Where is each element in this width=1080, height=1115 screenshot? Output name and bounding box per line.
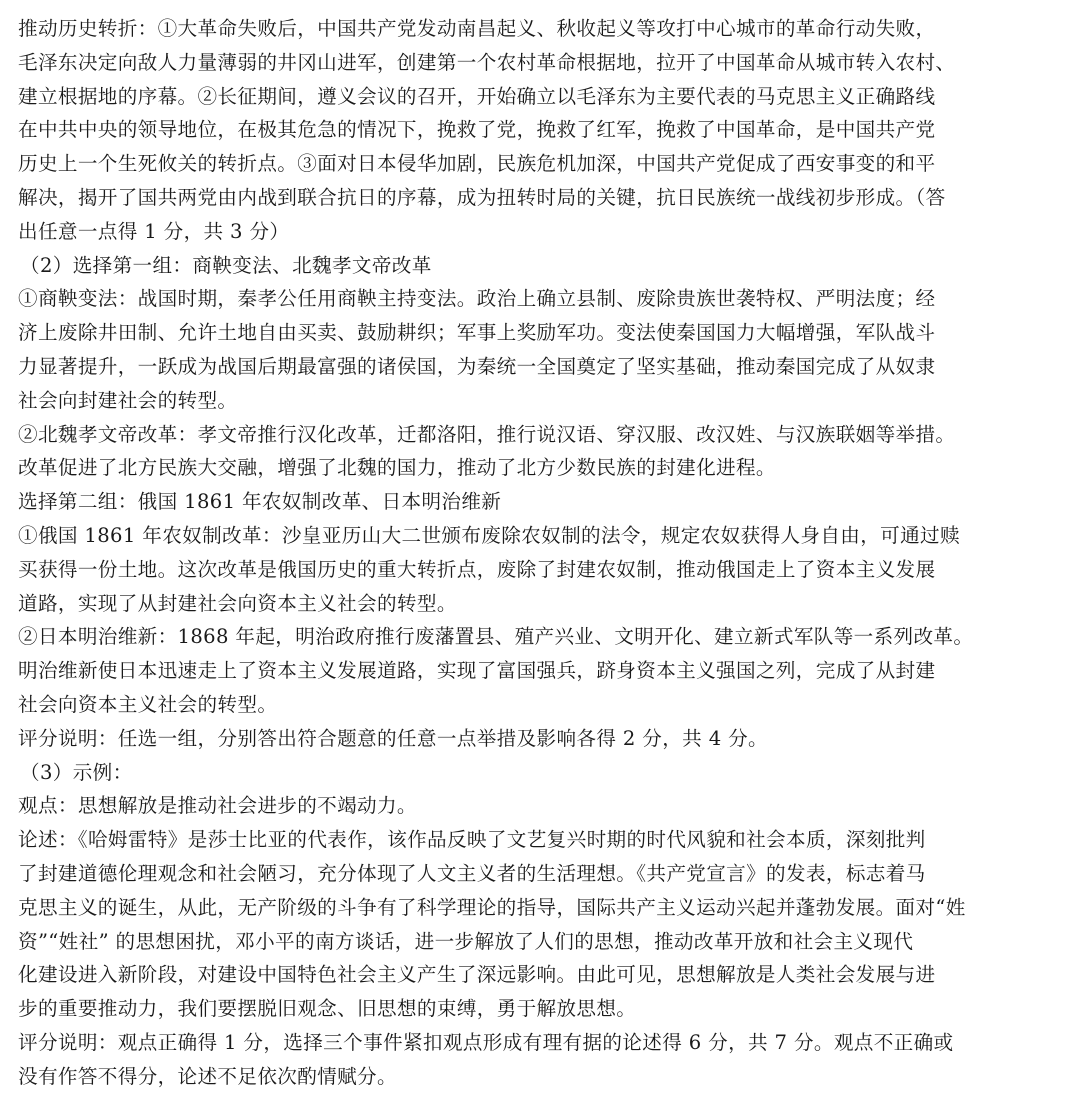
text-line: 道路，实现了从封建社会向资本主义社会的转型。 bbox=[18, 591, 457, 615]
viewpoint-line: 观点：思想解放是推动社会进步的不竭动力。 bbox=[18, 794, 417, 818]
text-line: 推动历史转折：①大革命失败后，中国共产党发动南昌起义、秋收起义等攻打中心城市的革命行动失败， bbox=[18, 17, 936, 40]
text-line: ①商鞅变法：战国时期，秦孝公任用商鞅主持变法。政治上确立县制、废除贵族世袭特权、严明法度；经 bbox=[18, 287, 936, 311]
section-heading: （2）选择第一组：商鞅变法、北魏孝文帝改革 bbox=[20, 253, 432, 277]
text-line: 没有作答不得分，论述不足依次酌情赋分。 bbox=[18, 1064, 397, 1088]
scoring-note: 评分说明：任选一组，分别答出符合题意的任意一点举措及影响各得 2 分，共 4 分。 bbox=[18, 726, 768, 750]
section-heading: 选择第二组：俄国 1861 年农奴制改革、日本明治维新 bbox=[18, 490, 502, 514]
text-line: 社会向封建社会的转型。 bbox=[18, 388, 238, 412]
text-line: 买获得一份土地。这次改革是俄国历史的重大转折点，废除了封建农奴制，推动俄国走上了资本主义发展 bbox=[18, 557, 936, 581]
text-line: 济上废除井田制、允许土地自由买卖、鼓励耕织；军事上奖励军功。变法使秦国国力大幅增强，军队战斗 bbox=[18, 321, 936, 345]
text-line: 明治维新使日本迅速走上了资本主义发展道路，实现了富国强兵，跻身资本主义强国之列，完成了从封建 bbox=[18, 659, 936, 683]
text-line: 改革促进了北方民族大交融，增强了北魏的国力，推动了北方少数民族的封建化进程。 bbox=[18, 456, 776, 480]
text-line: 化建设进入新阶段，对建设中国特色社会主义产生了深远影响。由此可见，思想解放是人类社会发展与进 bbox=[18, 963, 936, 987]
text-line: ②日本明治维新：1868 年起，明治政府推行废藩置县、殖产兴业、文明开化、建立新式军队等一系列改革。 bbox=[18, 625, 974, 649]
text-line: 社会向资本主义社会的转型。 bbox=[18, 692, 278, 716]
text-line: 毛泽东决定向敌人力量薄弱的井冈山进军，创建第一个农村革命根据地，拉开了中国革命从城市转入农村、 bbox=[18, 50, 956, 74]
text-line: 解决，揭开了国共两党由内战到联合抗日的序幕，成为扭转时局的关键，抗日民族统一战线初步形成。（答 bbox=[18, 185, 946, 209]
text-line: ①俄国 1861 年农奴制改革：沙皇亚历山大二世颁布废除农奴制的法令，规定农奴获得人身自由，可通过赎 bbox=[18, 523, 960, 547]
text-line: 建立根据地的序幕。②长征期间，遵义会议的召开，开始确立以毛泽东为主要代表的马克思主义正确路线 bbox=[18, 84, 936, 108]
text-line: 资”“姓社” 的思想困扰，邓小平的南方谈话，进一步解放了人们的思想，推动改革开放和社会主义现代 bbox=[18, 929, 914, 953]
text-line: 步的重要推动力，我们要摆脱旧观念、旧思想的束缚，勇于解放思想。 bbox=[18, 997, 637, 1021]
text-line: ②北魏孝文帝改革：孝文帝推行汉化改革，迁都洛阳，推行说汉语、穿汉服、改汉姓、与汉族联姻等举措。 bbox=[18, 422, 956, 446]
text-line: 力显著提升，一跃成为战国后期最富强的诸侯国，为秦统一全国奠定了坚实基础，推动秦国完成了从奴隶 bbox=[18, 354, 936, 378]
text-line: 在中共中央的领导地位，在极其危急的情况下，挽救了党，挽救了红军，挽救了中国革命，是中国共产党 bbox=[18, 118, 936, 142]
text-line: 克思主义的诞生，从此，无产阶级的斗争有了科学理论的指导，国际共产主义运动兴起并蓬勃发展。面对“姓 bbox=[18, 895, 966, 919]
text-line: 历史上一个生死攸关的转折点。③面对日本侵华加剧，民族危机加深，中国共产党促成了西安事变的和平 bbox=[18, 152, 936, 176]
text-line: 论述：《哈姆雷特》是莎士比亚的代表作，该作品反映了文艺复兴时期的时代风貌和社会本质，深刻批判 bbox=[18, 828, 926, 852]
text-line: 出任意一点得 1 分，共 3 分） bbox=[18, 219, 290, 243]
text-line: 了封建道德伦理观念和社会陋习，充分体现了人文主义者的生活理想。《共产党宣言》的发表，标志着马 bbox=[18, 861, 926, 885]
section-heading: （3）示例： bbox=[20, 760, 133, 784]
scoring-note: 评分说明：观点正确得 1 分，选择三个事件紧扣观点形成有理有据的论述得 6 分，共 7 分。观点不正确或 bbox=[18, 1030, 954, 1054]
